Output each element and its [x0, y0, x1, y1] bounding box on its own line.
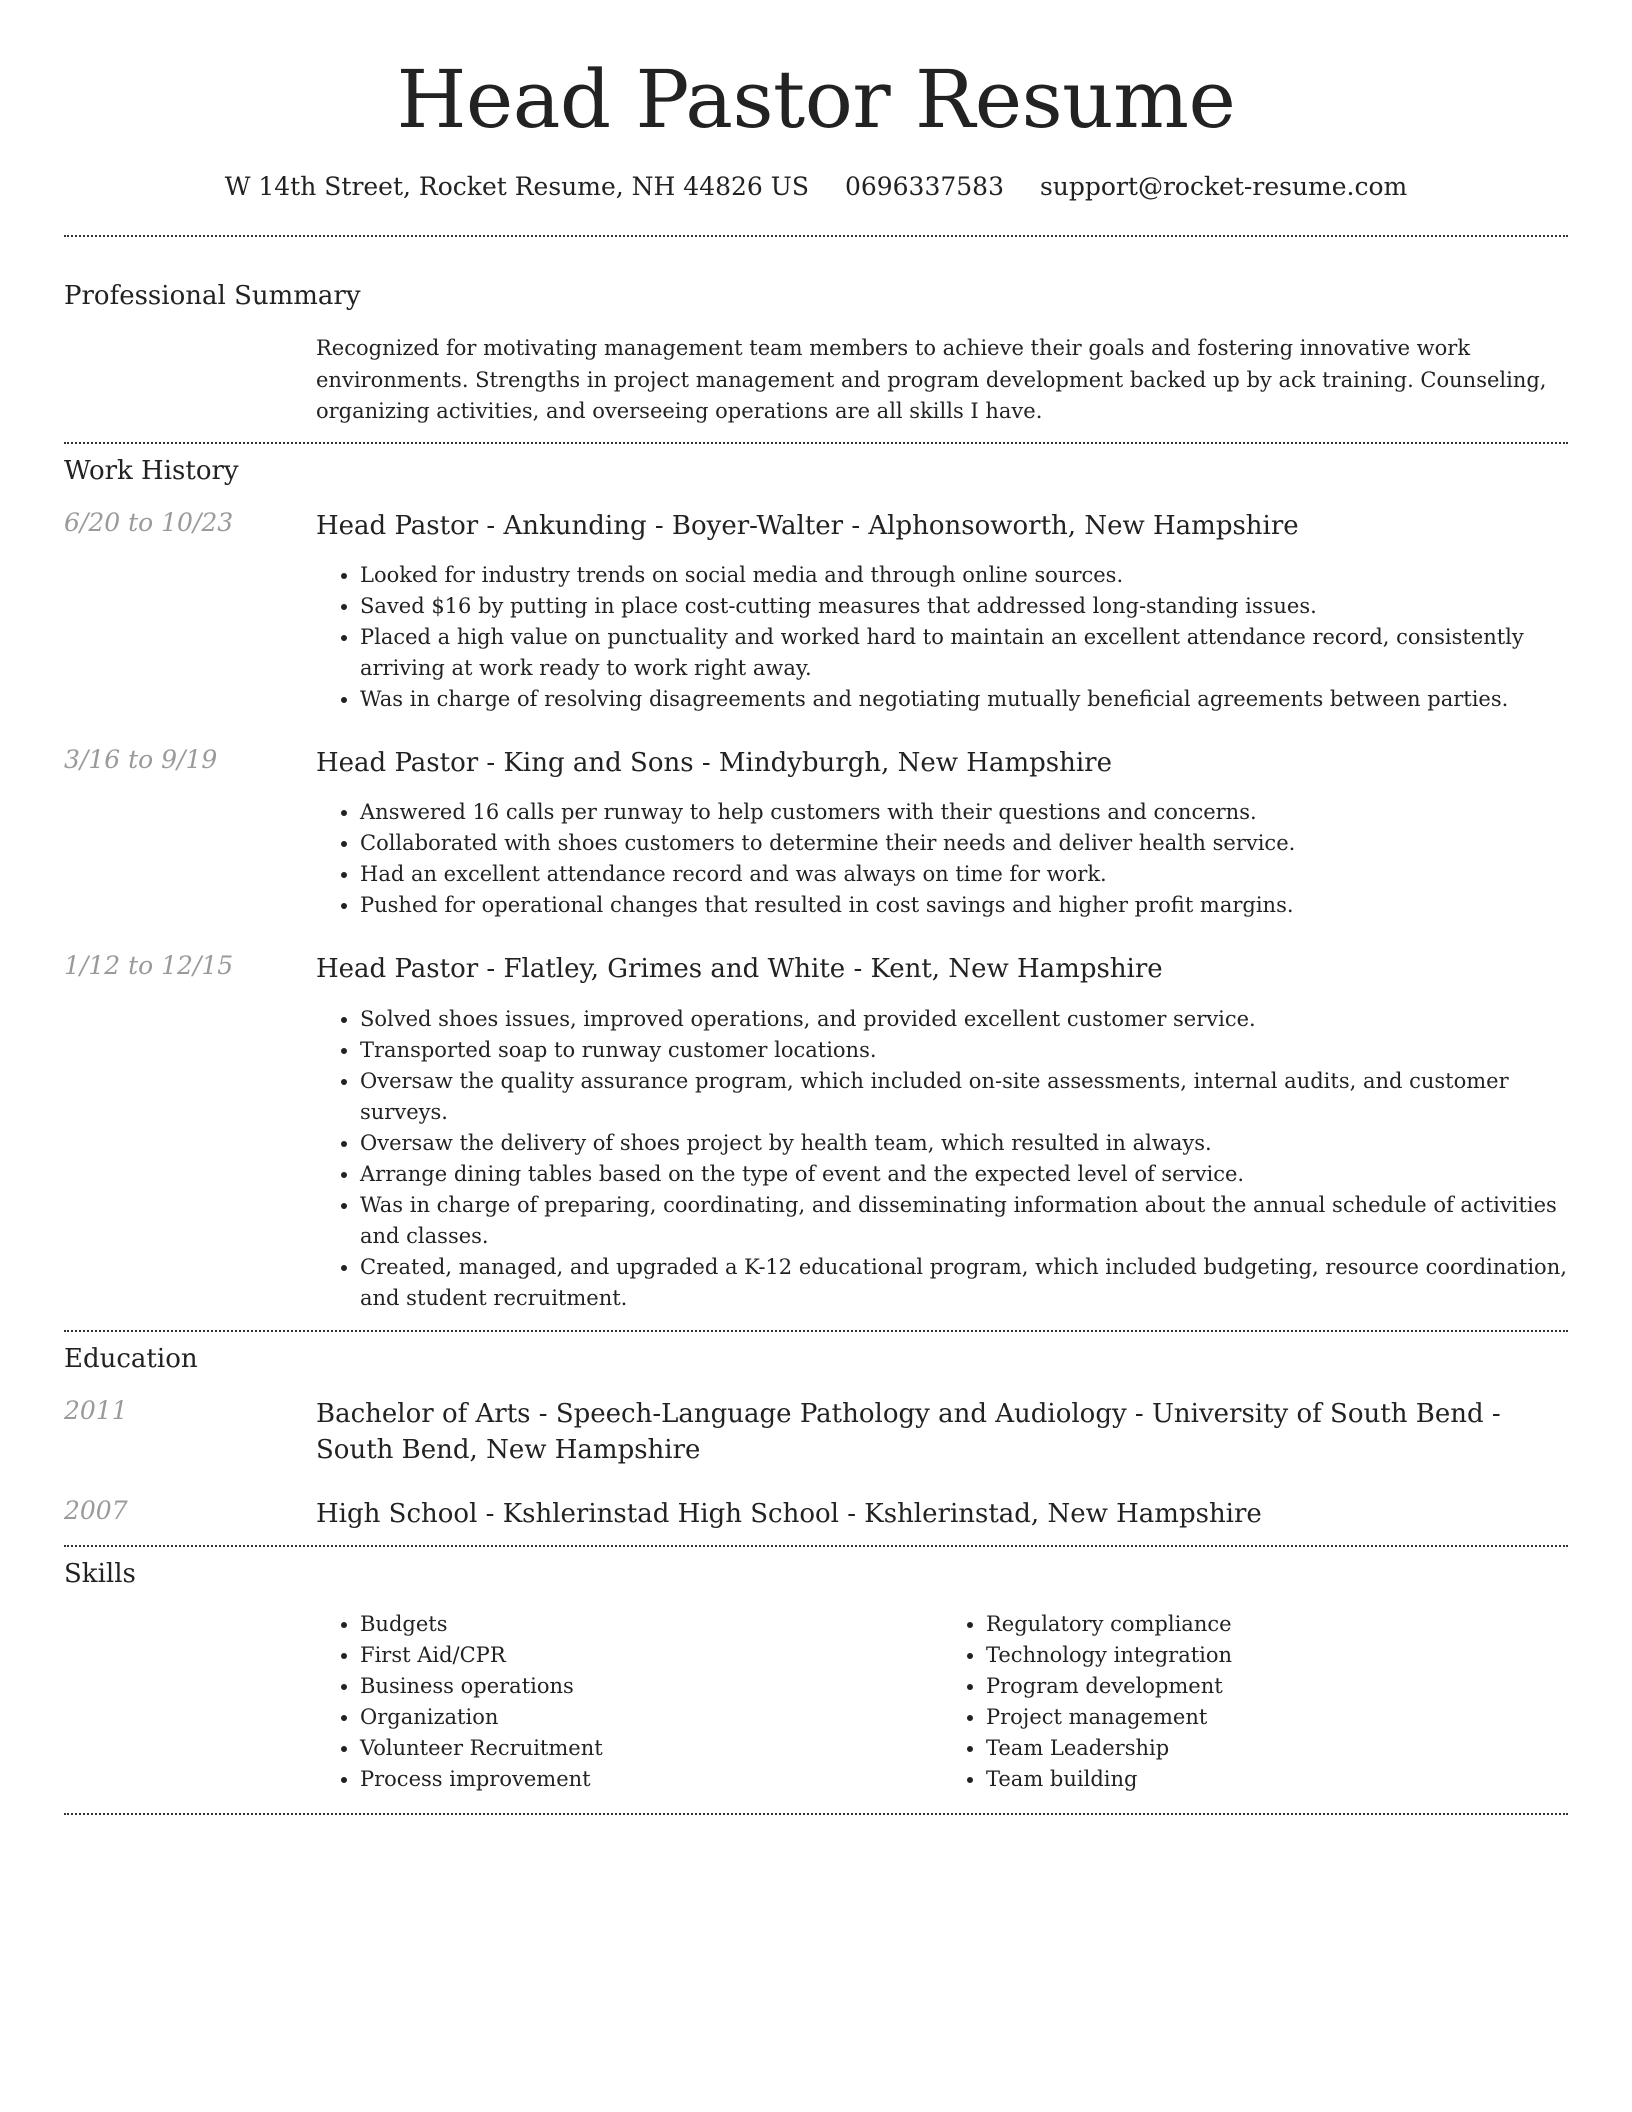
- list-item: • Looked for industry trends on social media and through online sources.: [360, 560, 1568, 591]
- list-item: • Had an excellent attendance record and was always on time for work.: [360, 859, 1568, 890]
- skill-item: • Technology integration: [986, 1640, 1568, 1671]
- skill-item: • Budgets: [360, 1609, 942, 1640]
- skill-item: • Business operations: [360, 1671, 942, 1702]
- job-bullets: [316, 797, 1568, 921]
- job-bullets: [316, 560, 1568, 715]
- job-title: Head Pastor - King and Sons - Mindyburgh, New Hampshire: [316, 747, 1112, 778]
- divider: [64, 1813, 1568, 1815]
- skill-item: • Process improvement: [360, 1764, 942, 1795]
- contact-line: [64, 172, 1568, 201]
- skill-item: • Team Leadership: [986, 1733, 1568, 1764]
- section-title-summary: Professional Summary: [64, 281, 361, 311]
- job-title: Head Pastor - Ankunding - Boyer-Walter - Alphonsoworth, New Hampshire: [316, 510, 1299, 541]
- job-title: Head Pastor - Flatley, Grimes and White - Kent, New Hampshire: [316, 954, 1163, 985]
- skill-item: • Program development: [986, 1671, 1568, 1702]
- skills-column-right: [942, 1609, 1568, 1795]
- job-entry: [64, 508, 1568, 715]
- skill-item: • Organization: [360, 1702, 942, 1733]
- job-details: [316, 508, 1568, 715]
- skill-item: • Project management: [986, 1702, 1568, 1733]
- section-title-work-history: Work History: [64, 455, 239, 486]
- education-degree: Bachelor of Arts - Speech-Language Pathology and Audiology - University of South Bend - South Bend, New Hampshire: [316, 1398, 1501, 1466]
- divider: [64, 1330, 1568, 1332]
- list-item: • Transported soap to runway customer locations.: [360, 1035, 1568, 1066]
- section-title-education: Education: [64, 1343, 198, 1374]
- job-bullets: [316, 1004, 1568, 1314]
- education-entry: [64, 1496, 1568, 1532]
- education-year: 2007: [64, 1496, 128, 1526]
- job-entry: [64, 745, 1568, 921]
- list-item: • Was in charge of preparing, coordinating, and disseminating information about the annual schedule of activities and classes.: [360, 1190, 1568, 1252]
- education-degree: High School - Kshlerinstad High School - Kshlerinstad, New Hampshire: [316, 1499, 1262, 1530]
- skill-item: • Volunteer Recruitment: [360, 1733, 942, 1764]
- skills-list: [316, 1609, 1568, 1795]
- skill-item: • First Aid/CPR: [360, 1640, 942, 1671]
- contact-address: W 14th Street, Rocket Resume, NH 44826 US: [224, 172, 809, 201]
- skills-column-left: [316, 1609, 942, 1795]
- list-item: • Placed a high value on punctuality and worked hard to maintain an excellent attendance record, consistently arriving at work ready to work right away.: [360, 622, 1568, 684]
- contact-phone: 0696337583: [844, 172, 1004, 201]
- divider: [64, 442, 1568, 444]
- list-item: • Solved shoes issues, improved operations, and provided excellent customer service.: [360, 1004, 1568, 1035]
- skill-item: • Team building: [986, 1764, 1568, 1795]
- section-title-skills: Skills: [64, 1558, 136, 1589]
- summary-text: Recognized for motivating management team members to achieve their goals and fostering innovative work environments. Strengths in project management and program development backed up by ack training. Counseling, organizing activities, and overseeing operations are all skills I have.: [316, 336, 1547, 423]
- skill-item: • Regulatory compliance: [986, 1609, 1568, 1640]
- divider: [64, 1545, 1568, 1547]
- list-item: • Oversaw the delivery of shoes project by health team, which resulted in always.: [360, 1128, 1568, 1159]
- education-entry: [64, 1396, 1568, 1469]
- job-dates: 3/16 to 9/19: [64, 744, 218, 774]
- job-entry: [64, 951, 1568, 1313]
- list-item: • Arrange dining tables based on the type of event and the expected level of service.: [360, 1159, 1568, 1190]
- list-item: • Was in charge of resolving disagreements and negotiating mutually beneficial agreements between parties.: [360, 684, 1568, 715]
- divider: [64, 235, 1568, 237]
- list-item: • Pushed for operational changes that resulted in cost savings and higher profit margins.: [360, 890, 1568, 921]
- page-title: Head Pastor Resume: [396, 53, 1236, 146]
- job-details: [316, 745, 1568, 921]
- list-item: • Answered 16 calls per runway to help customers with their questions and concerns.: [360, 797, 1568, 828]
- list-item: • Created, managed, and upgraded a K-12 educational program, which included budgeting, resource coordination, and student recruitment.: [360, 1252, 1568, 1314]
- job-dates: 6/20 to 10/23: [64, 507, 234, 537]
- list-item: • Oversaw the quality assurance program, which included on-site assessments, internal audits, and customer surveys.: [360, 1066, 1568, 1128]
- contact-email: support@rocket-resume.com: [1039, 172, 1408, 201]
- job-details: [316, 951, 1568, 1313]
- list-item: • Saved $16 by putting in place cost-cutting measures that addressed long-standing issues.: [360, 591, 1568, 622]
- list-item: • Collaborated with shoes customers to determine their needs and deliver health service.: [360, 828, 1568, 859]
- education-year: 2011: [64, 1395, 128, 1425]
- job-dates: 1/12 to 12/15: [64, 951, 234, 981]
